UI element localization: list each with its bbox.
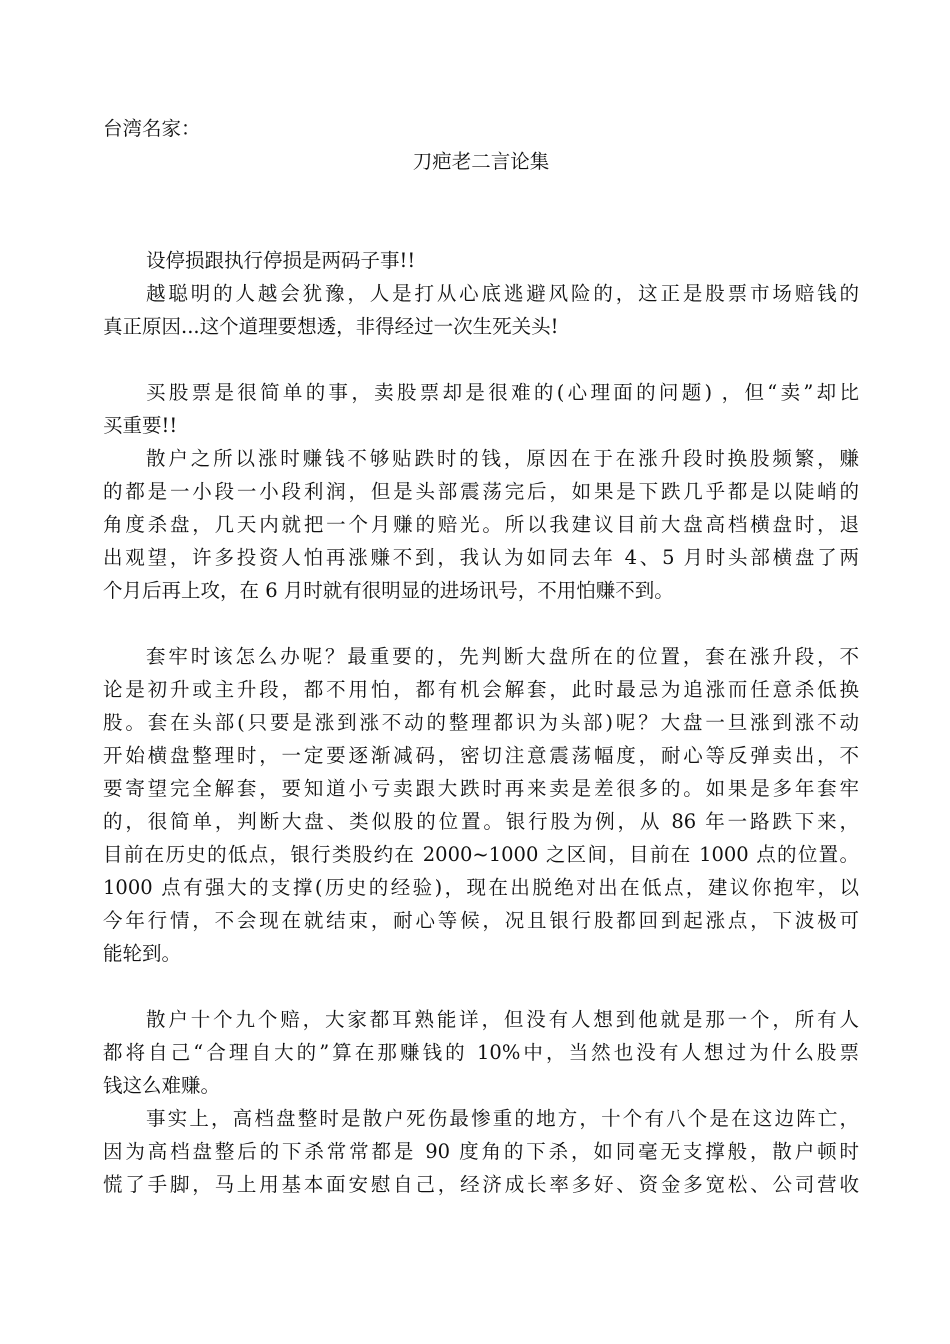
paragraph-line: 事实上，高档盘整时是散户死伤最惨重的地方，十个有八个是在这边阵亡， — [146, 1107, 859, 1130]
document-title: 刀疤老二言论集 — [412, 150, 550, 173]
paragraph-line: 的，很简单，判断大盘、类似股的位置。银行股为例，从 86 年一路跌下来， — [103, 810, 859, 833]
paragraph-line: 出观望，许多投资人怕再涨赚不到，我认为如同去年 4、5 月时头部横盘了两 — [103, 546, 859, 569]
paragraph-line: 因为高档盘整后的下杀常常都是 90 度角的下杀，如同毫无支撑般，散户顿时 — [103, 1140, 859, 1163]
paragraph-line: 散户十个九个赔，大家都耳熟能详，但没有人想到他就是那一个，所有人 — [146, 1008, 859, 1031]
paragraph-line: 真正原因...这个道理要想透，非得经过一次生死关头! — [103, 315, 559, 338]
paragraph-line: 开始横盘整理时，一定要逐渐减码，密切注意震荡幅度，耐心等反弹卖出，不 — [103, 744, 859, 767]
paragraph-line: 越聪明的人越会犹豫，人是打从心底逃避风险的，这正是股票市场赔钱的 — [146, 282, 859, 305]
paragraph — [103, 376, 859, 442]
paragraph-line: 今年行情，不会现在就结束，耐心等候，况且银行股都回到起涨点，下波极可 — [103, 909, 859, 932]
spacer — [103, 343, 859, 376]
paragraph — [103, 442, 859, 607]
paragraph — [103, 244, 859, 277]
document-page — [103, 112, 859, 1201]
paragraph — [103, 640, 859, 970]
paragraph-line: 钱这么难赚。 — [103, 1074, 221, 1097]
paragraph-line: 买股票是很简单的事，卖股票却是很难的(心理面的问题) ，但“卖”却比 — [146, 381, 859, 404]
paragraph-line: 论是初升或主升段，都不用怕，都有机会解套，此时最忌为追涨而任意杀低换 — [103, 678, 859, 701]
paragraph-line: 套牢时该怎么办呢？最重要的，先判断大盘所在的位置，套在涨升段，不 — [146, 645, 859, 668]
paragraph-line: 角度杀盘，几天内就把一个月赚的赔光。所以我建议目前大盘高档横盘时，退 — [103, 513, 859, 536]
document-heading: 台湾名家： — [103, 117, 201, 140]
paragraph — [103, 277, 859, 343]
paragraph-line: 买重要!! — [103, 414, 178, 437]
paragraph-line: 目前在历史的低点，银行类股约在 2000~1000 之区间，目前在 1000 点的位置。 — [103, 843, 859, 866]
paragraph — [103, 1102, 859, 1201]
paragraph-line: 能轮到。 — [103, 942, 182, 965]
paragraph-line: 散户之所以涨时赚钱不够贴跌时的钱，原因在于在涨升段时换股频繁，赚 — [146, 447, 859, 470]
paragraph-line: 要寄望完全解套，要知道小亏卖跟大跌时再来卖是差很多的。如果是多年套牢 — [103, 777, 859, 800]
paragraph-line: 1000 点有强大的支撑(历史的经验)，现在出脱绝对出在低点，建议你抱牢，以 — [103, 876, 859, 899]
paragraph — [103, 1003, 859, 1102]
paragraph-line: 设停损跟执行停损是两码子事!! — [146, 249, 416, 272]
paragraph-line: 的都是一小段一小段利润，但是头部震荡完后，如果是下跌几乎都是以陡峭的 — [103, 480, 859, 503]
paragraph-line: 个月后再上攻，在 6 月时就有很明显的进场讯号，不用怕赚不到。 — [103, 579, 674, 602]
paragraph-line: 股。套在头部(只要是涨到涨不动的整理都识为头部)呢？大盘一旦涨到涨不动 — [103, 711, 859, 734]
paragraph-line: 都将自己“合理自大的”算在那赚钱的 10%中，当然也没有人想过为什么股票 — [103, 1041, 859, 1064]
spacer — [103, 178, 859, 244]
paragraph-line: 慌了手脚，马上用基本面安慰自己，经济成长率多好、资金多宽松、公司营收 — [103, 1173, 859, 1196]
spacer — [103, 970, 859, 1003]
spacer — [103, 607, 859, 640]
